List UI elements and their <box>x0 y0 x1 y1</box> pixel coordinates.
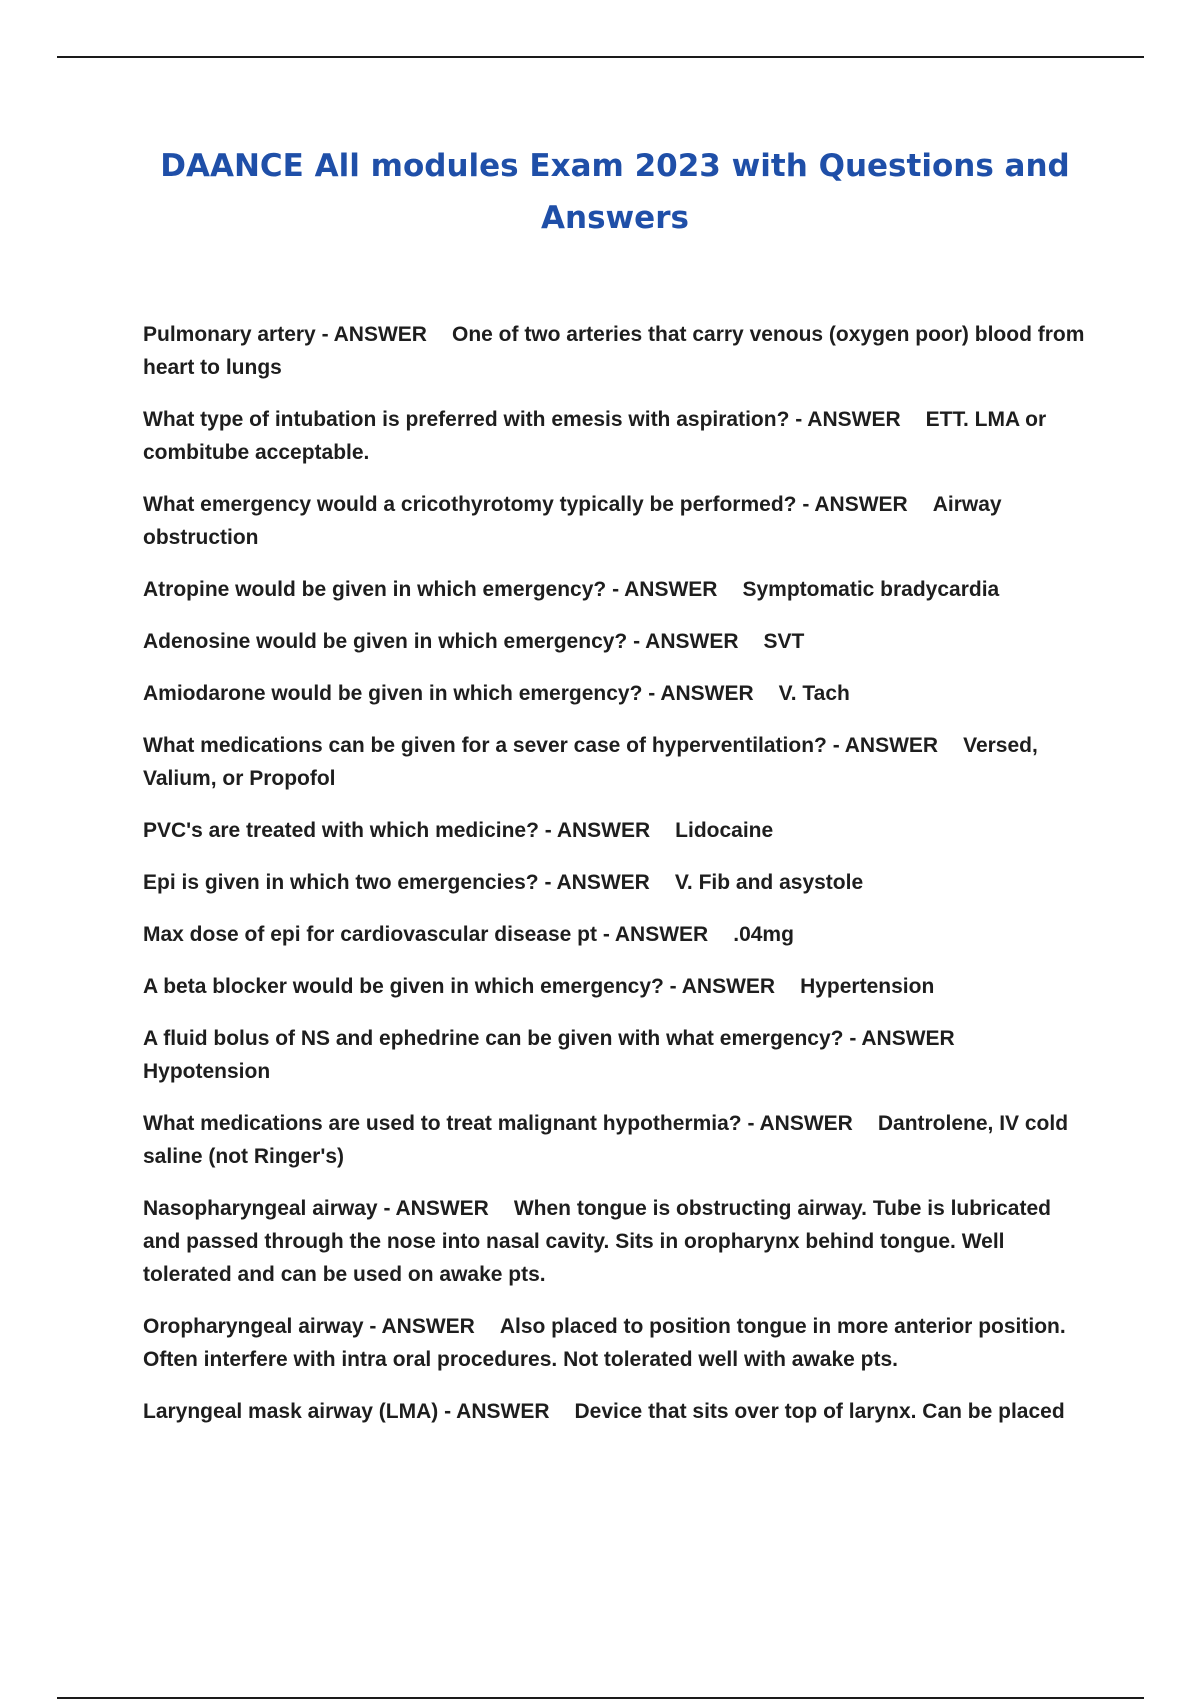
answer-marker: ANSWER <box>614 923 709 946</box>
answer-marker: ANSWER <box>624 578 718 601</box>
answer-marker: ANSWER <box>556 819 651 842</box>
answer-text: Hypertension <box>800 975 935 998</box>
answer-text: When tongue is obstructing airway. Tube is lubricated and passed through the nose into nasal cavity. Sits in oropharynx behind tongue. Well tolerated and can be used on awake pts. <box>143 1197 1051 1286</box>
qa-item: Epi is given in which two emergencies? - ANSWER V. Fib and asystole <box>143 871 864 894</box>
qa-item: A fluid bolus of NS and ephedrine can be given with what emergency? - ANSWERHypotension <box>143 1027 955 1083</box>
question-text: Nasopharyngeal airway <box>143 1197 378 1220</box>
answer-text: .04mg <box>733 923 794 946</box>
qa-item: Adenosine would be given in which emergency? - ANSWER SVT <box>143 630 805 653</box>
answer-text: Lidocaine <box>675 819 774 842</box>
answer-marker: ANSWER <box>681 975 776 998</box>
answer-marker: ANSWER <box>861 1027 955 1050</box>
answer-text: ETT. LMA or combitube acceptable. <box>143 408 1047 464</box>
qa-item: What medications are used to treat malignant hypothermia? - ANSWER Dantrolene, IV cold saline (not Ringer's) <box>143 1112 1069 1168</box>
top-rule <box>57 56 1144 58</box>
answer-marker: ANSWER <box>660 682 754 705</box>
question-text: Max dose of epi for cardiovascular disease pt <box>143 923 597 946</box>
qa-item: Oropharyngeal airway - ANSWER Also placed to position tongue in more anterior position. Often interfere with intra oral procedures. Not tolerated well with awake pts. <box>143 1315 1066 1371</box>
question-text: What emergency would a cricothyrotomy typically be performed? <box>143 493 797 516</box>
answer-text: V. Fib and asystole <box>674 871 864 894</box>
answer-marker: ANSWER <box>844 734 939 757</box>
question-text: A beta blocker would be given in which emergency? <box>143 975 664 998</box>
bottom-rule <box>57 1697 1144 1699</box>
answer-text: One of two arteries that carry venous (oxygen poor) blood from heart to lungs <box>143 323 1085 379</box>
question-text: What medications can be given for a sever case of hyperventilation? <box>143 734 827 757</box>
question-text: A fluid bolus of NS and ephedrine can be given with what emergency? <box>143 1027 844 1050</box>
answer-marker: ANSWER <box>381 1315 475 1338</box>
qa-item: Nasopharyngeal airway - ANSWER When tongue is obstructing airway. Tube is lubricated and passed through the nose into nasal cavity. Sits in oropharynx behind tongue. Well tolerated and can be used on awake pts. <box>143 1197 1051 1286</box>
answer-marker: ANSWER <box>759 1112 853 1135</box>
question-text: What type of intubation is preferred with emesis with aspiration? <box>143 408 790 431</box>
question-text: Epi is given in which two emergencies? <box>143 871 539 894</box>
qa-item: Amiodarone would be given in which emergency? - ANSWER V. Tach <box>143 682 850 705</box>
question-text: PVC's are treated with which medicine? <box>143 819 539 842</box>
answer-text: Versed, Valium, or Propofol <box>143 734 1038 790</box>
answer-text: SVT <box>763 630 805 653</box>
qa-item: What type of intubation is preferred with emesis with aspiration? - ANSWER ETT. LMA or combitube acceptable. <box>143 408 1047 464</box>
answer-marker: ANSWER <box>456 1400 550 1423</box>
answer-text: Hypotension <box>143 1060 271 1083</box>
qa-item: A beta blocker would be given in which emergency? - ANSWER Hypertension <box>143 975 935 998</box>
answer-marker: ANSWER <box>814 493 908 516</box>
document-title: DAANCE All modules Exam 2023 with Questions and Answers <box>160 148 1070 236</box>
question-text: Laryngeal mask airway (LMA) <box>143 1400 439 1423</box>
answer-text: Device that sits over top of larynx. Can be placed <box>574 1400 1065 1423</box>
qa-item: Max dose of epi for cardiovascular disease pt - ANSWER .04mg <box>143 923 794 946</box>
qa-item: What medications can be given for a sever case of hyperventilation? - ANSWER Versed, Valium, or Propofol <box>143 734 1038 790</box>
answer-marker: ANSWER <box>395 1197 489 1220</box>
qa-item: PVC's are treated with which medicine? - ANSWER Lidocaine <box>143 819 774 842</box>
question-text: Amiodarone would be given in which emergency? <box>143 682 643 705</box>
answer-marker: ANSWER <box>556 871 650 894</box>
question-text: Atropine would be given in which emergency? <box>143 578 607 601</box>
qa-item: Atropine would be given in which emergency? - ANSWER Symptomatic bradycardia <box>143 578 1000 601</box>
answer-marker: ANSWER <box>333 323 427 346</box>
answer-text: Airway obstruction <box>143 493 1002 549</box>
question-text: What medications are used to treat malignant hypothermia? <box>143 1112 742 1135</box>
qa-item: Pulmonary artery - ANSWER One of two arteries that carry venous (oxygen poor) blood from heart to lungs <box>143 323 1085 379</box>
answer-marker: ANSWER <box>645 630 739 653</box>
answer-marker: ANSWER <box>807 408 901 431</box>
qa-item: What emergency would a cricothyrotomy typically be performed? - ANSWER Airway obstruction <box>143 493 1002 549</box>
question-text: Adenosine would be given in which emergency? <box>143 630 628 653</box>
answer-text: Dantrolene, IV cold saline (not Ringer's) <box>143 1112 1069 1168</box>
answer-text: V. Tach <box>778 682 850 705</box>
question-text: Oropharyngeal airway <box>143 1315 364 1338</box>
qa-list <box>143 318 1093 1447</box>
answer-text: Symptomatic bradycardia <box>742 578 1000 601</box>
answer-text: Also placed to position tongue in more anterior position. Often interfere with intra oral procedures. Not tolerated well with awake pts. <box>143 1315 1066 1371</box>
question-text: Pulmonary artery <box>143 323 316 346</box>
qa-item: Laryngeal mask airway (LMA) - ANSWER Device that sits over top of larynx. Can be placed <box>143 1400 1065 1423</box>
